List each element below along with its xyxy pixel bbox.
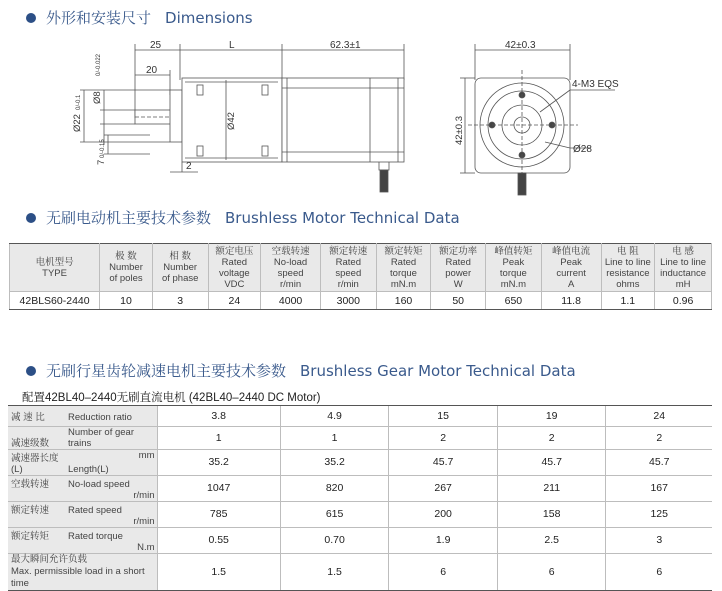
section-title-en: Brushless Motor Technical Data <box>225 208 460 227</box>
table-cell: 3 <box>606 527 712 553</box>
dim-25: 25 <box>150 40 162 51</box>
dim-42-side: 42±0.3 <box>454 116 465 145</box>
dim-2: 2 <box>186 161 192 172</box>
bullet-icon <box>26 13 36 23</box>
table-cell: 785 <box>157 501 280 527</box>
table-cell: 615 <box>280 501 389 527</box>
header-peak-current: 峰值电流 Peak current A <box>541 244 601 292</box>
cell-noload-speed: 4000 <box>261 292 321 310</box>
cell-rated-torque: 160 <box>376 292 431 310</box>
table-cell: 1047 <box>157 475 280 501</box>
cell-inductance: 0.96 <box>655 292 712 310</box>
table-cell: 2 <box>606 426 712 449</box>
table-row <box>8 406 712 427</box>
dim-7-tol: 0/-0.15 <box>100 139 106 158</box>
table-cell: 35.2 <box>280 449 389 475</box>
table-cell: 19 <box>497 406 606 427</box>
table-cell: 200 <box>389 501 498 527</box>
row-label-cn: 空载转速 <box>11 478 50 490</box>
header-peak-torque: 峰值转矩 Peak torque mN.m <box>486 244 542 292</box>
dim-42-top: 42±0.3 <box>505 40 536 51</box>
row-label <box>8 501 157 527</box>
row-label-cn: 减速级数 <box>11 437 50 449</box>
table-cell: 2.5 <box>497 527 606 553</box>
table-cell: 3.8 <box>157 406 280 427</box>
header-resistance: 电 阻 Line to line resistance ohms <box>601 244 655 292</box>
cell-type: 42BLS60-2440 <box>10 292 100 310</box>
table-row <box>8 553 712 590</box>
section-title-en: Dimensions <box>165 8 253 27</box>
table-cell: 2 <box>389 426 498 449</box>
table-cell: 6 <box>606 553 712 590</box>
header-inductance: 电 感 Line to line inductance mH <box>655 244 712 292</box>
row-label <box>8 426 157 449</box>
section-title-gear <box>12 360 576 381</box>
cell-rated-speed: 3000 <box>320 292 376 310</box>
row-label <box>8 475 157 501</box>
dim-22-tol: 0/-0.1 <box>76 94 82 110</box>
table-row <box>8 527 712 553</box>
cell-peak-torque: 650 <box>486 292 542 310</box>
motor-data-table <box>9 243 712 310</box>
dim-7: 7 <box>96 159 107 165</box>
table-cell: 15 <box>389 406 498 427</box>
table-cell: 24 <box>606 406 712 427</box>
dim-22: Ø22 <box>72 114 83 132</box>
cell-peak-current: 11.8 <box>541 292 601 310</box>
table-cell: 267 <box>389 475 498 501</box>
dim-20: 20 <box>146 65 158 76</box>
table-cell: 2 <box>497 426 606 449</box>
section-title-cn: 外形和安装尺寸 <box>46 9 152 27</box>
row-label-en: Reduction ratio <box>68 411 132 423</box>
table-cell: 6 <box>389 553 498 590</box>
row-label <box>8 553 157 590</box>
dim-62: 62.3±1 <box>330 40 361 51</box>
dim-28: Ø28 <box>573 144 592 155</box>
row-label-unit: mm <box>138 449 155 461</box>
section-title-en: Brushless Gear Motor Technical Data <box>300 361 576 380</box>
dim-8-tol: 0/-0.022 <box>96 53 102 76</box>
header-poles: 极 数 Number of poles <box>100 244 153 292</box>
row-label-unit: r/min <box>133 489 155 501</box>
row-label <box>8 406 157 427</box>
header-phase: 相 数 Number of phase <box>152 244 208 292</box>
dim-m3: 4-M3 EQS <box>572 79 619 90</box>
header-rated-speed: 额定转速 Rated speed r/min <box>320 244 376 292</box>
table-cell: 125 <box>606 501 712 527</box>
header-noload-speed: 空载转速 No-load speed r/min <box>261 244 321 292</box>
section-title-cn: 无刷电动机主要技术参数 <box>46 209 212 227</box>
header-voltage: 额定电压 Rated voltage VDC <box>208 244 261 292</box>
table-header-row <box>10 244 712 292</box>
row-label-en: Number of gear trains <box>68 426 135 449</box>
table-cell: 1.5 <box>280 553 389 590</box>
row-label-cn: 减速器长度(L) <box>11 452 59 475</box>
table-cell: 1 <box>157 426 280 449</box>
table-row <box>8 475 712 501</box>
table-cell: 0.55 <box>157 527 280 553</box>
row-label <box>8 449 157 475</box>
row-label-en: Rated torque <box>68 530 123 542</box>
row-label-en: No-load speed <box>68 478 130 490</box>
row-label <box>8 527 157 553</box>
row-label-en: Rated speed <box>68 504 122 516</box>
table-cell: 35.2 <box>157 449 280 475</box>
row-label-cn: 减 速 比 <box>11 411 45 423</box>
table-cell: 1 <box>280 426 389 449</box>
row-label-unit: r/min <box>133 515 155 527</box>
row-label-unit: N.m <box>137 541 155 553</box>
bullet-icon <box>26 366 36 376</box>
cell-poles: 10 <box>100 292 153 310</box>
table-cell: 167 <box>606 475 712 501</box>
table-cell: 158 <box>497 501 606 527</box>
table-cell: 820 <box>280 475 389 501</box>
header-type: 电机型号 TYPE <box>10 244 100 292</box>
row-label-cn: 最大瞬间允许负载 <box>11 553 88 565</box>
cell-phase: 3 <box>152 292 208 310</box>
table-row <box>10 292 712 310</box>
cell-resistance: 1.1 <box>601 292 655 310</box>
section-title-cn: 无刷行星齿轮减速电机主要技术参数 <box>46 362 287 380</box>
header-rated-power: 额定功率 Rated power W <box>431 244 486 292</box>
section-title-dimensions <box>12 7 253 28</box>
table-row <box>8 501 712 527</box>
table-cell: 0.70 <box>280 527 389 553</box>
dim-42: Ø42 <box>226 112 237 130</box>
row-label-cn: 额定转速 <box>11 504 50 516</box>
table-cell: 45.7 <box>606 449 712 475</box>
cell-rated-power: 50 <box>431 292 486 310</box>
section-title-motor <box>12 207 460 228</box>
table-cell: 1.9 <box>389 527 498 553</box>
row-label-cn: 额定转矩 <box>11 530 50 542</box>
table-cell: 4.9 <box>280 406 389 427</box>
table-row <box>8 449 712 475</box>
table-cell: 45.7 <box>389 449 498 475</box>
table-cell: 1.5 <box>157 553 280 590</box>
dimension-drawing <box>0 30 722 200</box>
dim-L: L <box>229 40 235 51</box>
header-rated-torque: 额定转矩 Rated torque mN.m <box>376 244 431 292</box>
dim-8: Ø8 <box>92 91 103 104</box>
bullet-icon <box>26 213 36 223</box>
row-label-en: Length(L) <box>68 463 109 475</box>
cell-voltage: 24 <box>208 292 261 310</box>
table-cell: 211 <box>497 475 606 501</box>
table-cell: 6 <box>497 553 606 590</box>
table-cell: 45.7 <box>497 449 606 475</box>
config-line: 配置42BL40–2440无刷直流电机 (42BL40–2440 DC Motor) <box>22 392 321 404</box>
gear-data-table <box>8 405 712 591</box>
row-label-en: Max. permissible load in a short time <box>11 565 145 589</box>
table-row <box>8 426 712 449</box>
